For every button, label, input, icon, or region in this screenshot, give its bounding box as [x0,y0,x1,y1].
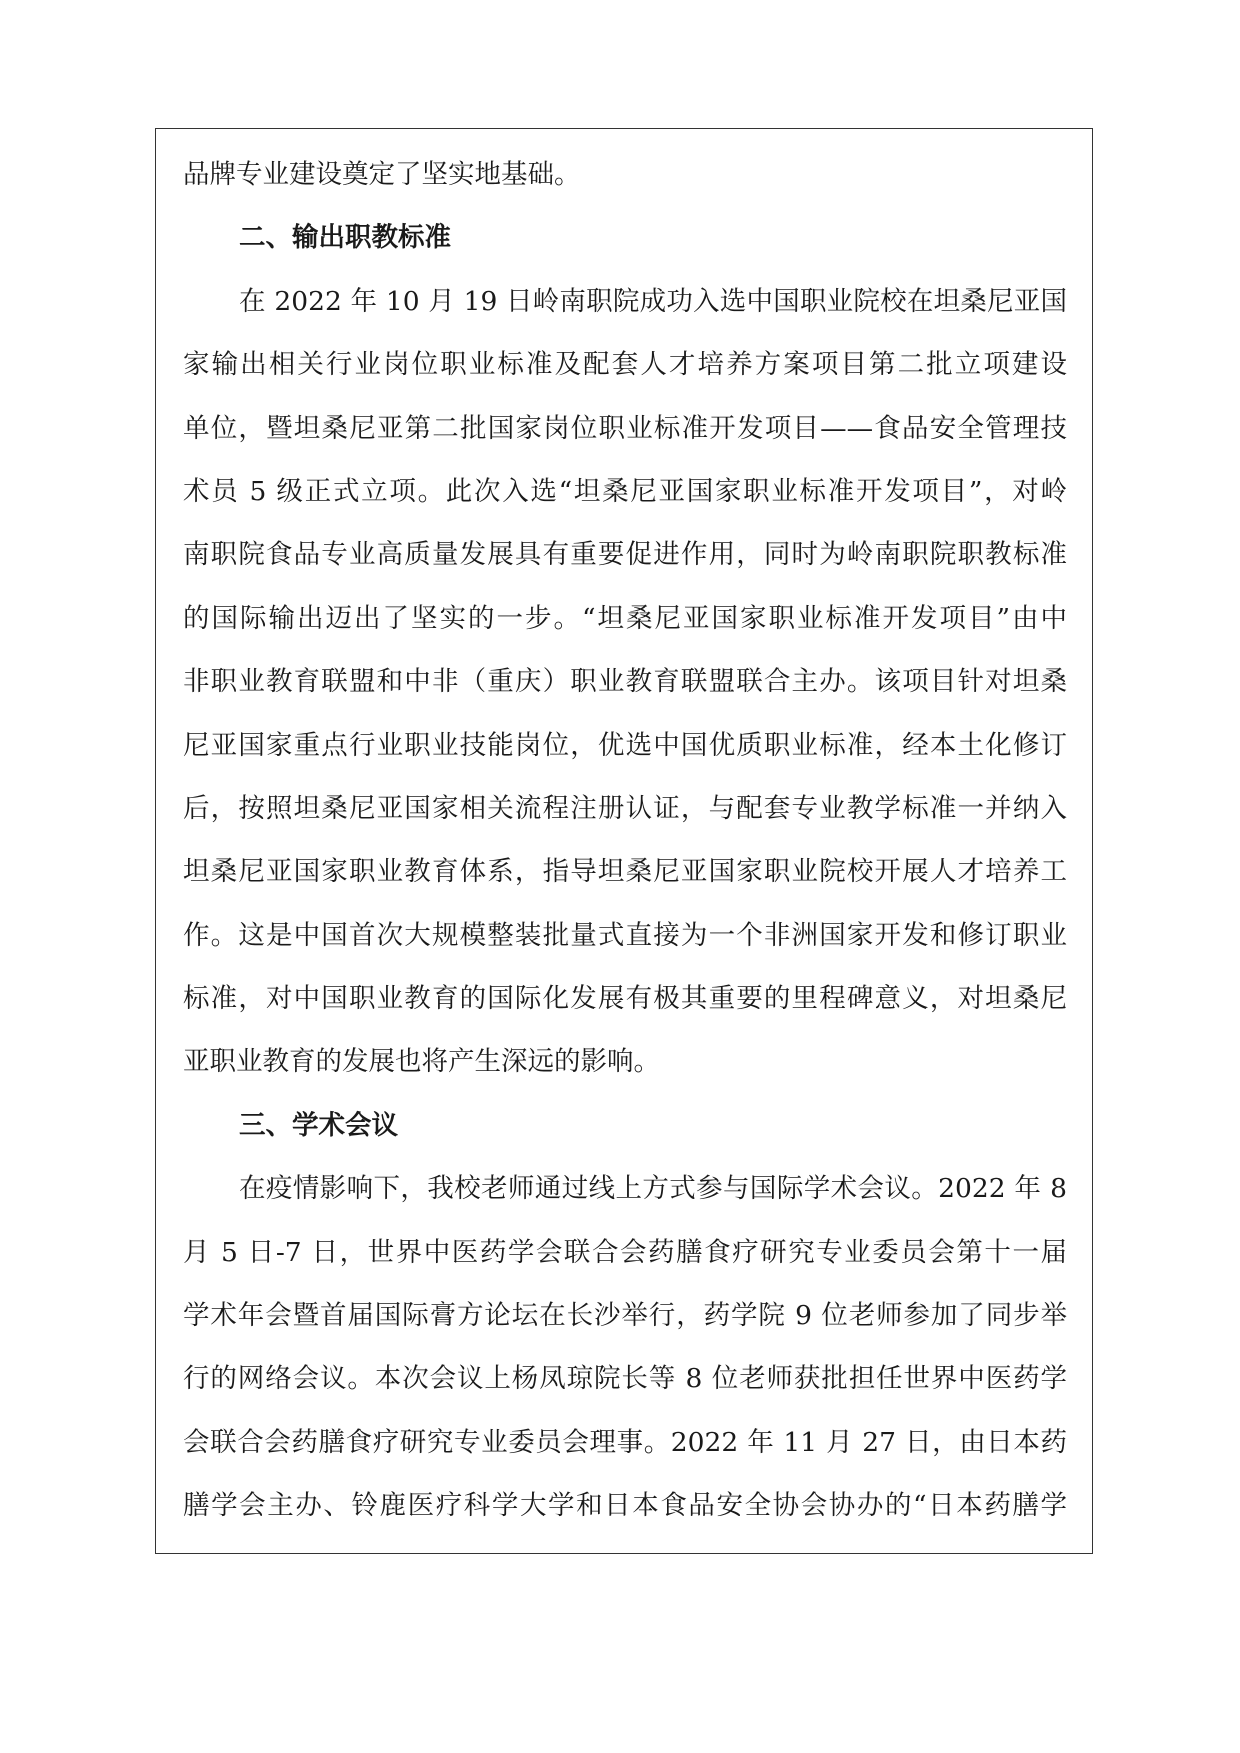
paragraph-line: 标准，对中国职业教育的国际化发展有极其重要的里程碑意义，对坦桑尼 [183,983,1067,1015]
paragraph-line: 尼亚国家重点行业职业技能岗位，优选中国优质职业标准，经本土化修订 [183,729,1067,761]
paragraph-line: 学术年会暨首届国际膏方论坛在长沙举行，药学院 9 位老师参加了同步举 [183,1300,1067,1332]
paragraph-line: 的国际输出迈出了坚实的一步。“坦桑尼亚国家职业标准开发项目”由中 [183,602,1067,634]
paragraph-line: 品牌专业建设奠定了坚实地基础。 [183,159,581,190]
paragraph-line: 南职院食品专业高质量发展具有重要促进作用，同时为岭南职院职教标准 [183,539,1067,571]
paragraph-line: 单位，暨坦桑尼亚第二批国家岗位职业标准开发项目——食品安全管理技 [183,412,1067,444]
section-heading: 三、学术会议 [239,1109,398,1141]
paragraph-line: 膳学会主办、铃鹿医疗科学大学和日本食品安全协会协办的“日本药膳学 [183,1490,1067,1522]
paragraph-line: 亚职业教育的发展也将产生深远的影响。 [183,1046,660,1078]
document-body [183,143,1067,1538]
section-heading: 二、输出职教标准 [239,222,451,254]
paragraph-line: 术员 5 级正式立项。此次入选“坦桑尼亚国家职业标准开发项目”，对岭 [183,475,1067,507]
paragraph-line: 在疫情影响下，我校老师通过线上方式参与国际学术会议。2022 年 8 [239,1173,1067,1205]
paragraph-line: 后，按照坦桑尼亚国家相关流程注册认证，与配套专业教学标准一并纳入 [183,792,1067,824]
paragraph-line: 坦桑尼亚国家职业教育体系，指导坦桑尼亚国家职业院校开展人才培养工 [183,856,1067,888]
paragraph-line: 作。这是中国首次大规模整装批量式直接为一个非洲国家开发和修订职业 [183,919,1067,951]
paragraph-line: 家输出相关行业岗位职业标准及配套人才培养方案项目第二批立项建设 [183,349,1067,381]
page-frame [155,128,1093,1554]
paragraph-line: 月 5 日-7 日，世界中医药学会联合会药膳食疗研究专业委员会第十一届 [183,1236,1067,1268]
paragraph-line: 非职业教育联盟和中非（重庆）职业教育联盟联合主办。该项目针对坦桑 [183,666,1067,698]
paragraph-line: 会联合会药膳食疗研究专业委员会理事。2022 年 11 月 27 日，由日本药 [183,1426,1067,1458]
paragraph-line: 在 2022 年 10 月 19 日岭南职院成功入选中国职业院校在坦桑尼亚国 [239,285,1067,317]
paragraph-line: 行的网络会议。本次会议上杨凤琼院长等 8 位老师获批担任世界中医药学 [183,1363,1067,1395]
